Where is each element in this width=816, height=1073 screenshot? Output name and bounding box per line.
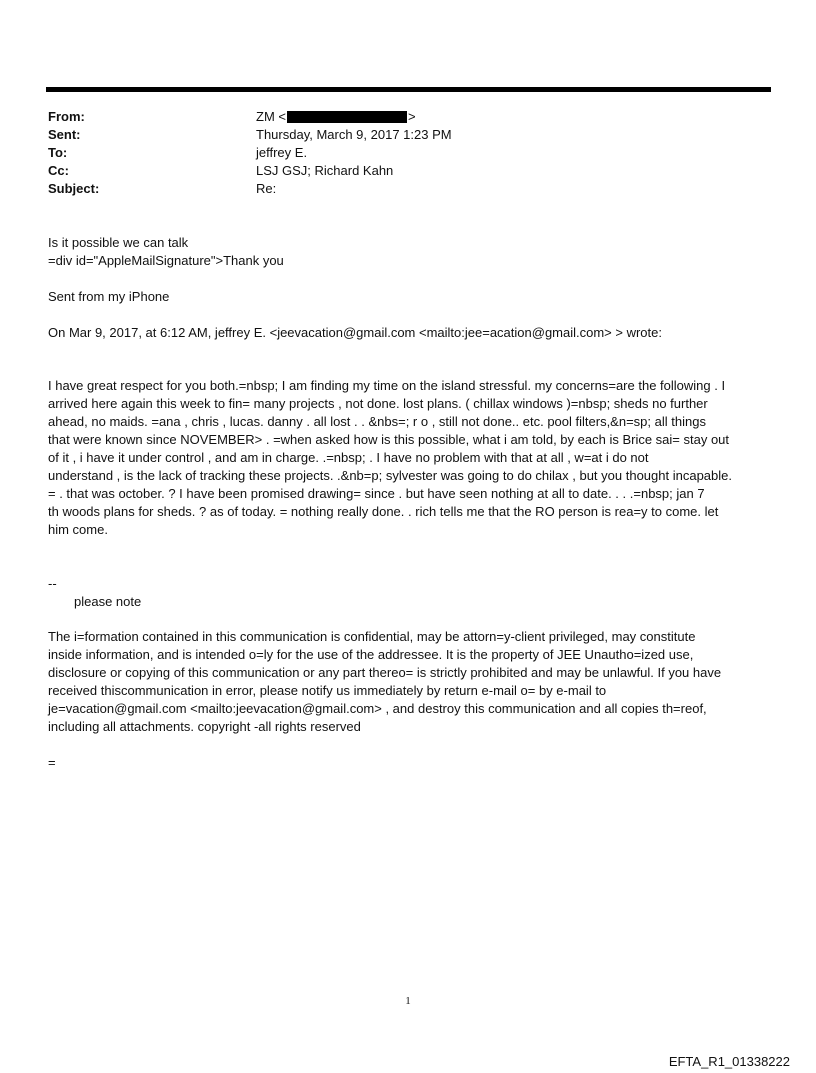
to-label: To: — [48, 145, 68, 160]
please-note: please note — [74, 594, 142, 609]
document-id: EFTA_R1_01338222 — [668, 1054, 790, 1069]
message-line: I have great respect for you both.=nbsp; I am finding my time on the island stressful. my concerns=are the following . I — [48, 378, 726, 393]
message-line: that were known since NOVEMBER> . =when asked how is this possible, what i am told, by each is Brice sai= stay out — [48, 432, 730, 447]
redaction-box — [287, 111, 407, 123]
message-line: th woods plans for sheds. ? as of today. = nothing really done. . rich tells me that the RO person is rea=y to come. let — [48, 504, 719, 519]
sent-label: Sent: — [48, 127, 81, 142]
cc-value: LSJ GSJ; Richard Kahn — [256, 163, 394, 178]
message-line: of it , i have it under control , and am in charge. .=nbsp; . I have no problem with that at all , w=at i do not — [48, 450, 649, 465]
sent-from-iphone: Sent from my iPhone — [48, 289, 170, 304]
to-value: jeffrey E. — [256, 145, 308, 160]
quoted-message — [48, 377, 773, 539]
page-number: 1 — [405, 995, 411, 1007]
disclaimer-line: including all attachments. copyright -all rights reserved — [48, 719, 361, 734]
disclaimer-line: received thiscommunication in error, please notify us immediately by return e-mail o= by e-mail to — [48, 683, 607, 698]
from-label: From: — [48, 109, 85, 124]
trailing-equals: = — [48, 755, 56, 770]
cc-label: Cc: — [48, 163, 69, 178]
disclaimer-line: The i=formation contained in this communication is confidential, may be attorn=y-client privileged, may constitute — [48, 629, 696, 644]
body-line-2: =div id="AppleMailSignature">Thank you — [48, 253, 284, 268]
disclaimer-line: disclosure or copying of this communication or any part thereo= is strictly prohibited and may be unlawful. If you have — [48, 665, 722, 680]
message-line: arrived here again this week to fin= many projects , not done. lost plans. ( chillax windows )=nbsp; sheds no further — [48, 396, 708, 411]
message-line: understand , is the lack of tracking these projects. .&nb=p; sylvester was going to do chilax , but you thought incapable. — [48, 468, 732, 483]
message-line: him come. — [48, 522, 108, 537]
message-line: = . that was october. ? I have been promised drawing= since . but have seen nothing at all to date. . . .=nbsp; jan 7 — [48, 486, 705, 501]
message-line: ahead, no maids. =ana , chris , lucas. danny . all lost . . &nbs=; r o , still not done.. etc. pool filters,&n=sp; all things — [48, 414, 706, 429]
from-value: ZM < > — [256, 109, 416, 124]
signature-dashes: -- — [48, 576, 57, 591]
disclaimer-line: inside information, and is intended o=ly for the use of the addressee. It is the property of JEE Unautho=ized use, — [48, 647, 694, 662]
body-line-1: Is it possible we can talk — [48, 235, 189, 250]
subject-value: Re: — [256, 181, 277, 196]
disclaimer-line: je=vacation@gmail.com <mailto:jeevacation@gmail.com> , and destroy this communication and all copies th=reof, — [48, 701, 707, 716]
quote-header: On Mar 9, 2017, at 6:12 AM, jeffrey E. <jeevacation@gmail.com <mailto:jee=acation@gmail.com> > wrote: — [48, 325, 662, 340]
header-rule — [46, 87, 771, 92]
disclaimer — [48, 628, 773, 736]
sent-value: Thursday, March 9, 2017 1:23 PM — [256, 127, 452, 142]
subject-label: Subject: — [48, 181, 100, 196]
